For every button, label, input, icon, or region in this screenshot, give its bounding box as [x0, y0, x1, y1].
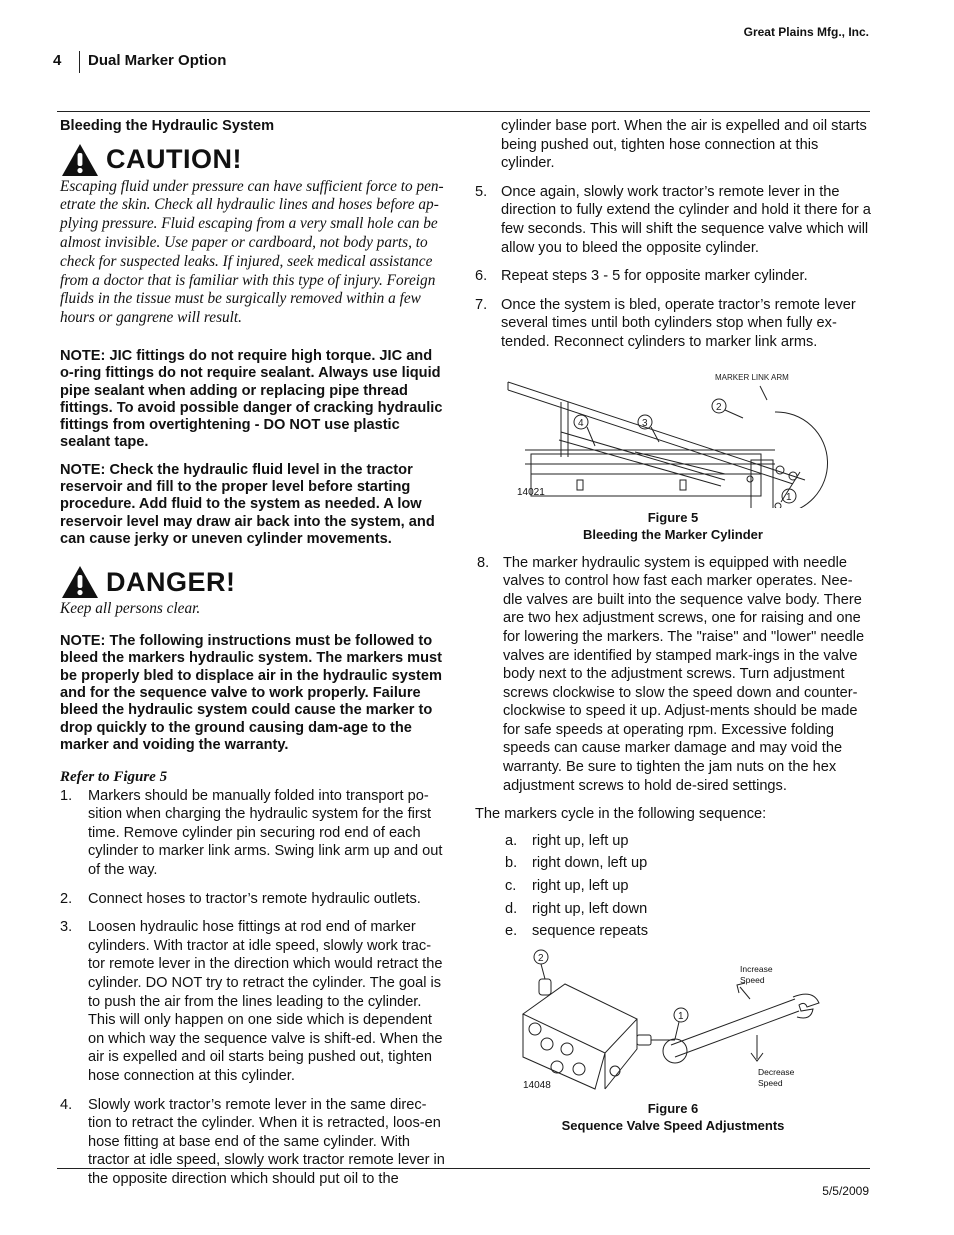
figure-id: 14048 — [523, 1079, 551, 1091]
refer-figure: Refer to Figure 5 — [60, 769, 168, 786]
warning-triangle-icon — [60, 142, 100, 178]
sequence-text: right up, left up — [532, 832, 629, 849]
sequence-letter: d. — [505, 900, 518, 917]
list-item — [475, 267, 871, 286]
increase-speed-label: Increase Speed — [740, 963, 773, 985]
note-jic-fittings: NOTE: JIC fittings do not require high torque. JIC and o-ring fittings do not require sealant. Always use liquid pipe sealant when adding or replacing pipe thread fittings. To avoid possible danger of cracking hydraulic fittings from overtightening - DO NOT use plastic sealant tape. — [60, 347, 443, 451]
sequence-text: sequence repeats — [532, 923, 649, 940]
bottom-rule — [57, 1168, 870, 1169]
step-text: The marker hydraulic system is equipped with needle valves to control how fast each marker operates. Nee-dle valves are built into the sequence valve body. There are two hex adjustment screws, one for raising and one for lowering the markers. The "raise" and "lower" needle valves are identified by stamped mark-ings in the valve body next to the adjustment screws. Turn adjustment screws clockwise to slow the speed down and counter-clockwise to speed it up. Adjust-ments should be made for safe speeds at operating rpm. Excessive folding speeds can cause marker damage and may void the warranty. Be sure to tighten the jam nuts on the hex adjustment screws to hold de-sired settings. — [503, 554, 865, 794]
list-item — [60, 1096, 445, 1189]
sequence-text: right up, left down — [532, 900, 648, 917]
figure-6-caption — [475, 1100, 871, 1134]
right-column — [475, 117, 871, 1134]
list-item — [505, 900, 871, 919]
sequence-text: right up, left up — [532, 878, 629, 895]
top-rule — [57, 111, 870, 112]
list-item — [505, 877, 871, 896]
step-number: 5. — [475, 183, 488, 200]
sequence-letter: b. — [505, 855, 518, 872]
step-number: 1. — [60, 787, 73, 804]
figure-6-title: Sequence Valve Speed Adjustments — [561, 1117, 785, 1133]
subhead-bleeding: Bleeding the Hydraulic System — [60, 118, 275, 134]
figure-5-title: Bleeding the Marker Cylinder — [583, 526, 763, 542]
step-number: 6. — [475, 268, 488, 285]
danger-title: DANGER! — [106, 566, 236, 597]
sequence-letter: c. — [505, 878, 517, 895]
danger-heading — [60, 564, 445, 600]
callout-1: 1 — [678, 1010, 684, 1022]
callout-1: 1 — [786, 491, 792, 503]
page-number: 4 — [53, 52, 62, 69]
step-number: 4. — [60, 1096, 73, 1113]
header-divider — [79, 51, 80, 73]
callout-2: 2 — [538, 952, 544, 964]
step-text: Once again, slowly work tractor’s remote lever in the direction to fully extend the cylinder and hold it there for a few seconds. This will shift the sequence valve which will allow you to bleed the opposite cylinder. — [501, 183, 871, 256]
step-number: 3. — [60, 919, 73, 936]
sequence-intro: The markers cycle in the following sequence: — [475, 806, 767, 823]
figure-5-number: Figure 5 — [647, 509, 699, 525]
step-text: Once the system is bled, operate tractor’s remote lever several times until both cylinders stop when fully ex-tended. Reconnect cylinders to marker link arms. — [501, 296, 856, 350]
note-fluid-level: NOTE: Check the hydraulic fluid level in the tractor reservoir and fill to the proper level before starting procedure. Add fluid to the system as needed. A low reservoir level may draw air back into the system, and can cause jerky or uneven cylinder movements. — [60, 461, 435, 547]
list-item — [505, 854, 871, 873]
list-item — [505, 832, 871, 851]
step-text: Markers should be manually folded into transport po-sition when charging the hydraulic system for the first time. Remove cylinder pin securing rod end of each cylinder to marker link arms. Swing link arm up and out of the way. — [88, 787, 443, 879]
step-number: 8. — [477, 554, 490, 571]
step-number: 7. — [475, 296, 488, 313]
footer-date: 5/5/2009 — [822, 1184, 869, 1198]
figure-id: 14021 — [517, 486, 545, 498]
step-text: Loosen hydraulic hose fittings at rod end of marker cylinders. With tractor at idle speed, slowly work trac-tor remote lever in the direction which would retract the cylinder. DO NOT try to retract the cylinder. The goal is to push the air from the lines leading to the cylinder. This will only happen on one side which is dependent on which way the sequence valve is shift-ed. When the air is expelled and oil starts being pushed out, tighten hose connection at this cylinder. — [88, 919, 443, 1085]
list-item — [475, 296, 871, 352]
step-number: 2. — [60, 890, 73, 907]
figure-5-caption — [475, 509, 871, 543]
list-item — [60, 890, 445, 909]
decrease-speed-label: Decrease Speed — [758, 1066, 795, 1088]
section-title: Dual Marker Option — [88, 52, 227, 69]
list-item — [60, 787, 445, 880]
sequence-list — [475, 832, 871, 941]
list-item — [505, 922, 871, 941]
caution-text: Escaping fluid under pressure can have sufficient force to pen-etrate the skin. Check all hydraulic lines and hoses before ap-plying pressure. Fluid escaping from a very small hole can be almost invisible. Use paper or cardboard, not body parts, to check for suspected leaks. If injured, seek medical assistance from a doctor that is familiar with this type of injury. Foreign fluids in the tissue must be surgically removed within a few hours or gangrene will result. — [60, 177, 444, 327]
sequence-text: right down, left up — [532, 855, 648, 872]
marker-link-arm-label: MARKER LINK ARM — [715, 372, 789, 382]
left-steps — [60, 787, 445, 1189]
sequence-letter: e. — [505, 923, 518, 940]
left-column — [60, 117, 445, 1189]
caution-heading — [60, 142, 445, 178]
step-text: Connect hoses to tractor’s remote hydraulic outlets. — [88, 890, 421, 907]
callout-3: 3 — [642, 417, 648, 429]
figure-6 — [475, 949, 871, 1134]
list-item — [60, 918, 445, 1085]
callout-4: 4 — [578, 417, 584, 429]
figure-6-number: Figure 6 — [647, 1100, 699, 1116]
figure-5 — [475, 362, 871, 542]
list-item — [475, 183, 871, 257]
caution-title: CAUTION! — [106, 144, 242, 175]
sequence-letter: a. — [505, 832, 518, 849]
step-4-continuation: cylinder base port. When the air is expelled and oil starts being pushed out, tighten hose connection at this cylinder. — [501, 118, 867, 172]
list-item — [475, 554, 871, 796]
callout-2: 2 — [716, 401, 722, 413]
step-text: Slowly work tractor’s remote lever in the same direc-tion to retract the cylinder. When it is retracted, loos-en hose fitting at base end of the same cylinder. With tractor at idle speed, slowly work tractor remote lever in the opposite direction which should put oil to the — [88, 1096, 445, 1187]
danger-text: Keep all persons clear. — [60, 600, 201, 618]
company-name: Great Plains Mfg., Inc. — [743, 25, 869, 39]
step-text: Repeat steps 3 - 5 for opposite marker cylinder. — [501, 268, 808, 285]
warning-triangle-icon — [60, 564, 100, 600]
note-instructions: NOTE: The following instructions must be followed to bleed the markers hydraulic system. The markers must be properly bled to displace air in the hydraulic system and for the sequence valve to work properly. Failure bleed the hydraulic system could cause the marker to drop quickly to the ground causing dam-age to the marker and voiding the warranty. — [60, 633, 443, 753]
